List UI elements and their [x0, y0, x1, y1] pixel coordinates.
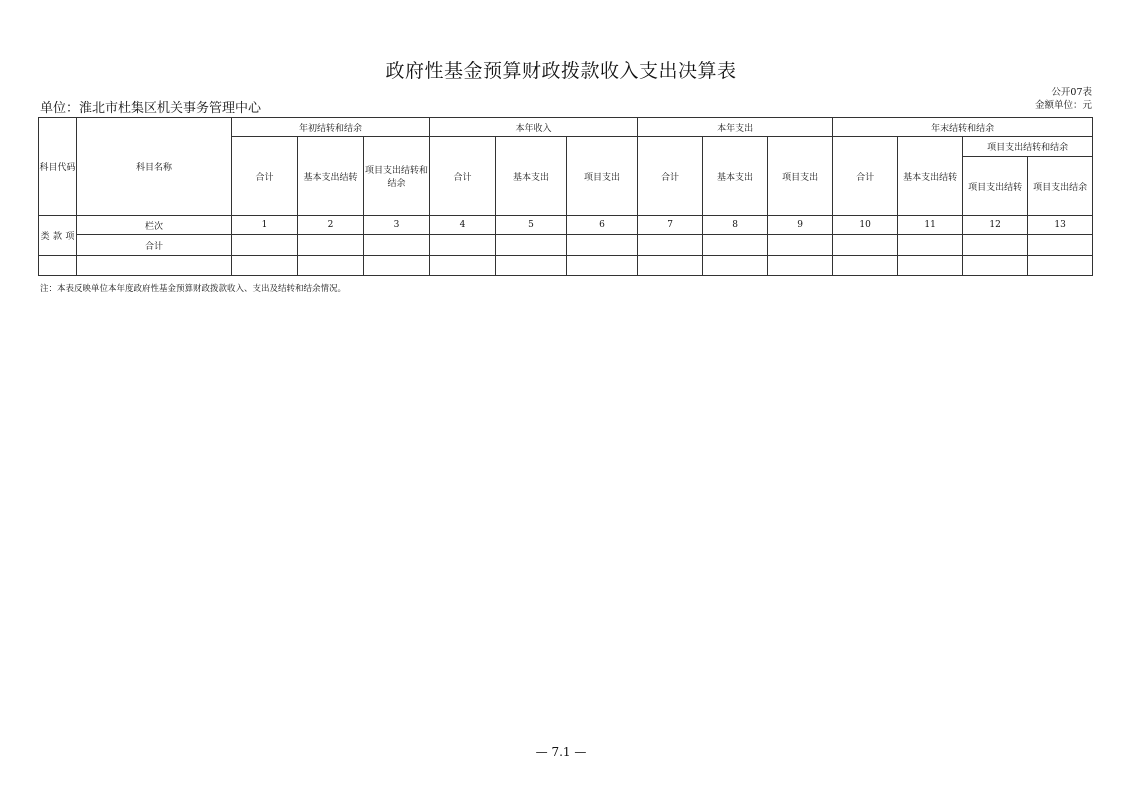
table-cell	[963, 235, 1028, 256]
table-cell	[963, 256, 1028, 276]
lanci-number: 10	[833, 216, 898, 235]
unit-label: 单位：淮北市杜集区机关事务管理中心	[40, 101, 262, 116]
table-cell	[638, 235, 703, 256]
table-cell	[898, 235, 963, 256]
code-parts	[39, 216, 77, 256]
column-header: 合计	[638, 137, 703, 216]
page-title: 政府性基金预算财政拨款收入支出决算表	[385, 60, 737, 82]
lanci-number: 5	[496, 216, 567, 235]
table-cell	[638, 256, 703, 276]
lanci-number: 3	[364, 216, 430, 235]
group-header: 本年收入	[430, 118, 638, 137]
lanci-number: 7	[638, 216, 703, 235]
row-label: 合计	[77, 235, 232, 256]
column-header: 基本支出结转	[298, 137, 364, 216]
table-cell	[77, 256, 232, 276]
table-cell	[298, 256, 364, 276]
column-header: 合计	[232, 137, 298, 216]
table-cell	[567, 256, 638, 276]
column-header: 基本支出结转	[898, 137, 963, 216]
column-header: 基本支出	[496, 137, 567, 216]
lanci-number: 6	[567, 216, 638, 235]
column-header: 项目支出	[567, 137, 638, 216]
lanci-number: 11	[898, 216, 963, 235]
amount-unit: 金额单位：元	[1034, 100, 1092, 111]
lanci-number: 9	[768, 216, 833, 235]
column-header: 项目支出结转和结余	[364, 137, 430, 216]
table-cell	[430, 235, 496, 256]
group-header: 年初结转和结余	[232, 118, 430, 137]
page-number: — 7.1 —	[535, 745, 587, 759]
table-cell	[567, 235, 638, 256]
table-cell	[496, 256, 567, 276]
column-header: 项目支出结转	[963, 157, 1028, 216]
table-cell	[232, 256, 298, 276]
code-part: 项	[65, 232, 75, 242]
lanci-number: 13	[1028, 216, 1093, 235]
code-part: 款	[52, 232, 62, 242]
table-cell	[364, 235, 430, 256]
column-header: 项目支出结余	[1028, 157, 1093, 216]
table-cell	[364, 256, 430, 276]
group-header: 年末结转和结余	[833, 118, 1093, 137]
table-cell	[1028, 256, 1093, 276]
lanci-number: 4	[430, 216, 496, 235]
lanci-number: 2	[298, 216, 364, 235]
table-cell	[430, 256, 496, 276]
table-cell	[833, 235, 898, 256]
code-part: 类	[40, 232, 50, 242]
form-meta	[1035, 86, 1092, 112]
name-header: 科目名称	[77, 118, 232, 216]
row-label: 栏次	[77, 216, 232, 235]
group-header: 本年支出	[638, 118, 833, 137]
table-cell	[298, 235, 364, 256]
table-cell	[768, 256, 833, 276]
table-cell	[232, 235, 298, 256]
column-header: 合计	[430, 137, 496, 216]
sub-group-header: 项目支出结转和结余	[963, 137, 1093, 157]
column-header: 基本支出	[703, 137, 768, 216]
budget-table	[38, 117, 1093, 276]
lanci-number: 8	[703, 216, 768, 235]
table-cell	[703, 256, 768, 276]
table-cell	[898, 256, 963, 276]
table-row	[39, 256, 1093, 276]
table-cell	[39, 256, 77, 276]
table-note: 注：本表反映单位本年度政府性基金预算财政拨款收入、支出及结转和结余情况。	[40, 284, 347, 294]
column-header: 合计	[833, 137, 898, 216]
column-header: 项目支出	[768, 137, 833, 216]
table-row	[39, 235, 1093, 256]
table-cell	[496, 235, 567, 256]
code-header: 科目代码	[39, 118, 77, 216]
table-cell	[833, 256, 898, 276]
lanci-number: 1	[232, 216, 298, 235]
form-code: 公开07表	[1051, 87, 1092, 98]
lanci-number: 12	[963, 216, 1028, 235]
table-cell	[768, 235, 833, 256]
table-cell	[703, 235, 768, 256]
table-cell	[1028, 235, 1093, 256]
